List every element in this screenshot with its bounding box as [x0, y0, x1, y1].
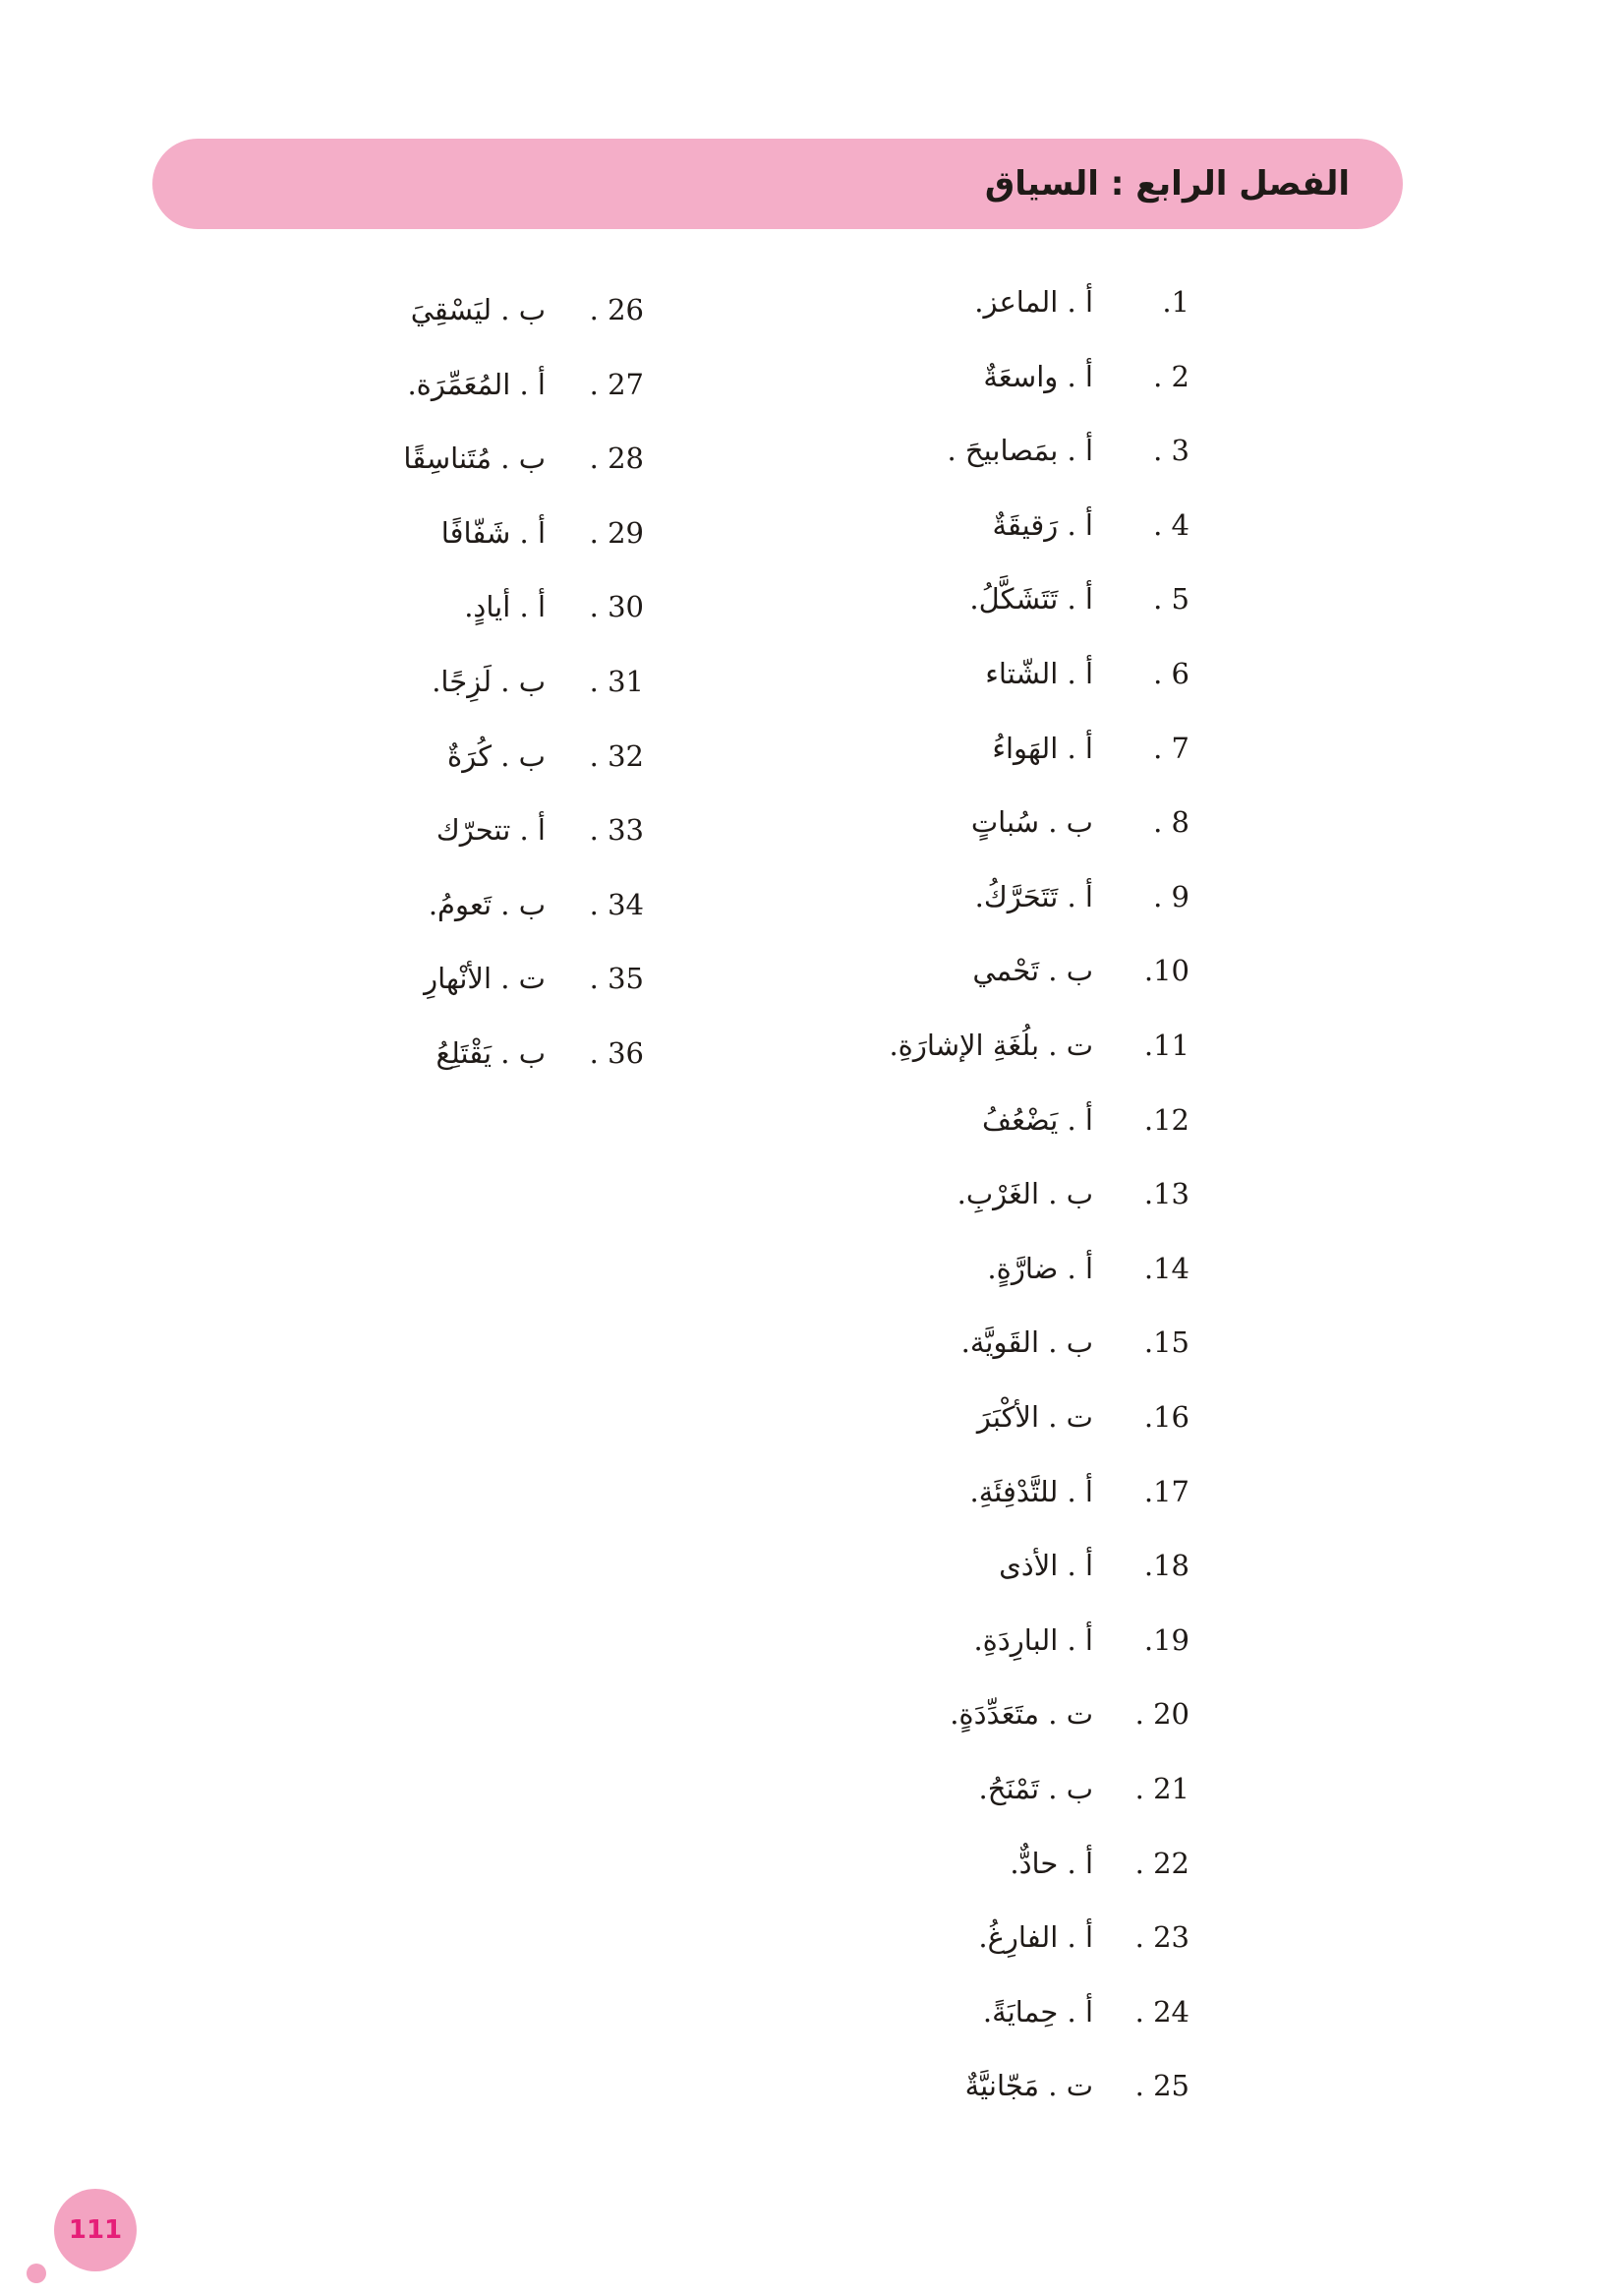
answer-text: أ . الشّتاء — [985, 657, 1093, 690]
answer-text: ت . بلُغَةِ الإشارَةِ. — [889, 1029, 1093, 1062]
answer-text: أ . يَضْعُفُ — [982, 1102, 1093, 1137]
question-number: .11 — [1143, 1029, 1189, 1062]
answer-row — [0, 355, 1624, 414]
answer-text: ب . الغَرْبِ. — [957, 1177, 1093, 1211]
answer-row — [0, 1908, 1624, 1967]
answer-row — [0, 1024, 1624, 1083]
question-number: . 2 — [1153, 359, 1189, 393]
answer-text: أ . حادٌّ. — [1010, 1846, 1093, 1880]
answer-text: ب . لَزِجًا. — [432, 665, 546, 698]
answer-row — [0, 280, 1624, 339]
answer-text: أ . المُعَمِّرَة. — [407, 367, 546, 401]
question-number: . 25 — [1134, 2069, 1189, 2103]
question-number: . 28 — [589, 441, 644, 476]
answer-text: أ . للتَّدْفِئَةِ. — [969, 1474, 1093, 1508]
question-number: . 33 — [589, 813, 644, 848]
question-number: . 7 — [1153, 731, 1189, 765]
answer-row — [0, 1164, 1624, 1223]
chapter-header-bar — [152, 139, 1403, 229]
question-number: . 20 — [1134, 1697, 1189, 1732]
answer-row — [0, 652, 1624, 711]
question-number: . 3 — [1153, 434, 1189, 468]
question-number: . 32 — [589, 738, 644, 773]
answer-text: أ . بمَصابيحَ . — [947, 434, 1093, 468]
answer-text: ب . يَقْتَلِعُ — [435, 1036, 546, 1070]
answer-text: ب . تَعومُ. — [428, 887, 546, 921]
question-number: . 23 — [1134, 1920, 1189, 1955]
answer-row — [0, 1313, 1624, 1372]
answer-text: أ . واسعَةٌ — [983, 359, 1093, 393]
answer-row — [0, 1982, 1624, 2041]
answer-row — [0, 727, 1624, 786]
question-number: . 27 — [589, 367, 644, 401]
question-number: .12 — [1143, 1102, 1189, 1137]
question-number: . 22 — [1134, 1846, 1189, 1880]
answer-text: ب . كُرَةٌ — [447, 738, 546, 773]
decorative-dot — [27, 2264, 46, 2283]
answer-text: أ . الماعز. — [974, 285, 1093, 319]
question-number: . 9 — [1153, 879, 1189, 913]
question-number: .17 — [1143, 1474, 1189, 1508]
question-number: .18 — [1143, 1549, 1189, 1583]
question-number: . 34 — [589, 887, 644, 921]
page-number: 111 — [68, 2215, 123, 2245]
answer-text: أ . تَتَشَكَّلُ. — [969, 582, 1093, 617]
answer-row — [0, 503, 1624, 562]
question-number: . 4 — [1153, 507, 1189, 542]
answer-text: أ . تَتَحَرَّكُ. — [974, 879, 1093, 913]
answer-text: أ . الفارِغُ. — [978, 1920, 1093, 1955]
answer-text: ب . تَحْمي — [972, 954, 1093, 988]
question-number: . 30 — [589, 590, 644, 624]
answer-text: ب . تَمْنَحُ. — [978, 1772, 1093, 1805]
answer-text: أ . تتحرّك — [435, 813, 546, 848]
answer-row — [0, 577, 1624, 636]
answer-row — [0, 429, 1624, 488]
question-number: . 24 — [1134, 1994, 1189, 2029]
answer-text: ب . سُباتٍ — [970, 805, 1093, 840]
answer-text: ب . القَويَّة. — [960, 1325, 1093, 1360]
question-number: .16 — [1143, 1400, 1189, 1434]
answer-text: أ . الهَواءُ — [992, 731, 1093, 765]
chapter-title: الفصل الرابع : السياق — [984, 164, 1350, 204]
question-number: . 36 — [589, 1036, 644, 1070]
answer-text: ت . متَعَدِّدَةٍ. — [950, 1697, 1093, 1732]
answer-text: أ . حِمايَةً. — [982, 1994, 1093, 2029]
question-number: . 8 — [1153, 805, 1189, 840]
question-number: .14 — [1143, 1251, 1189, 1285]
question-number: . 35 — [589, 962, 644, 996]
question-number: . 6 — [1153, 657, 1189, 690]
question-number: . 26 — [589, 293, 644, 326]
question-number: . 21 — [1134, 1772, 1189, 1805]
answer-text: ب . ليَسْقِيَ — [410, 293, 546, 326]
question-number: . 5 — [1153, 582, 1189, 617]
question-number: .15 — [1143, 1325, 1189, 1360]
answer-row — [0, 1834, 1624, 1893]
answer-text: أ . أيادٍ. — [464, 590, 546, 624]
answer-text: أ . رَقيقَةٌ — [992, 507, 1093, 542]
page-number-badge — [54, 2189, 137, 2271]
answer-text: ب . مُتَناسِقًا — [403, 441, 546, 476]
question-number: .1 — [1162, 285, 1189, 319]
answer-text: ت . الأنْهارِ — [424, 962, 546, 996]
answer-row — [0, 1759, 1624, 1818]
answer-row — [0, 1239, 1624, 1298]
answer-text: أ . البارِدَةِ. — [973, 1622, 1093, 1657]
answer-text: أ . ضارَّةٍ. — [987, 1251, 1093, 1285]
answer-text: أ . الأذى — [999, 1549, 1093, 1583]
answer-row — [0, 1611, 1624, 1670]
question-number: .13 — [1143, 1177, 1189, 1211]
answer-row — [0, 800, 1624, 859]
answer-row — [0, 1387, 1624, 1446]
answer-row — [0, 875, 1624, 934]
answer-text: ت . الأكْبَرَ — [976, 1400, 1093, 1434]
question-number: . 31 — [589, 665, 644, 698]
answer-row — [0, 1090, 1624, 1149]
answer-row — [0, 2056, 1624, 2115]
answer-text: أ . شَفّافًا — [440, 515, 546, 550]
question-number: . 29 — [589, 515, 644, 550]
answer-row — [0, 949, 1624, 1008]
answer-row — [0, 1462, 1624, 1521]
answer-row — [0, 1536, 1624, 1595]
answer-row — [0, 1684, 1624, 1743]
question-number: .19 — [1143, 1622, 1189, 1657]
answer-text: ت . مَجّانيَّةٌ — [964, 2069, 1093, 2103]
question-number: .10 — [1143, 954, 1189, 988]
